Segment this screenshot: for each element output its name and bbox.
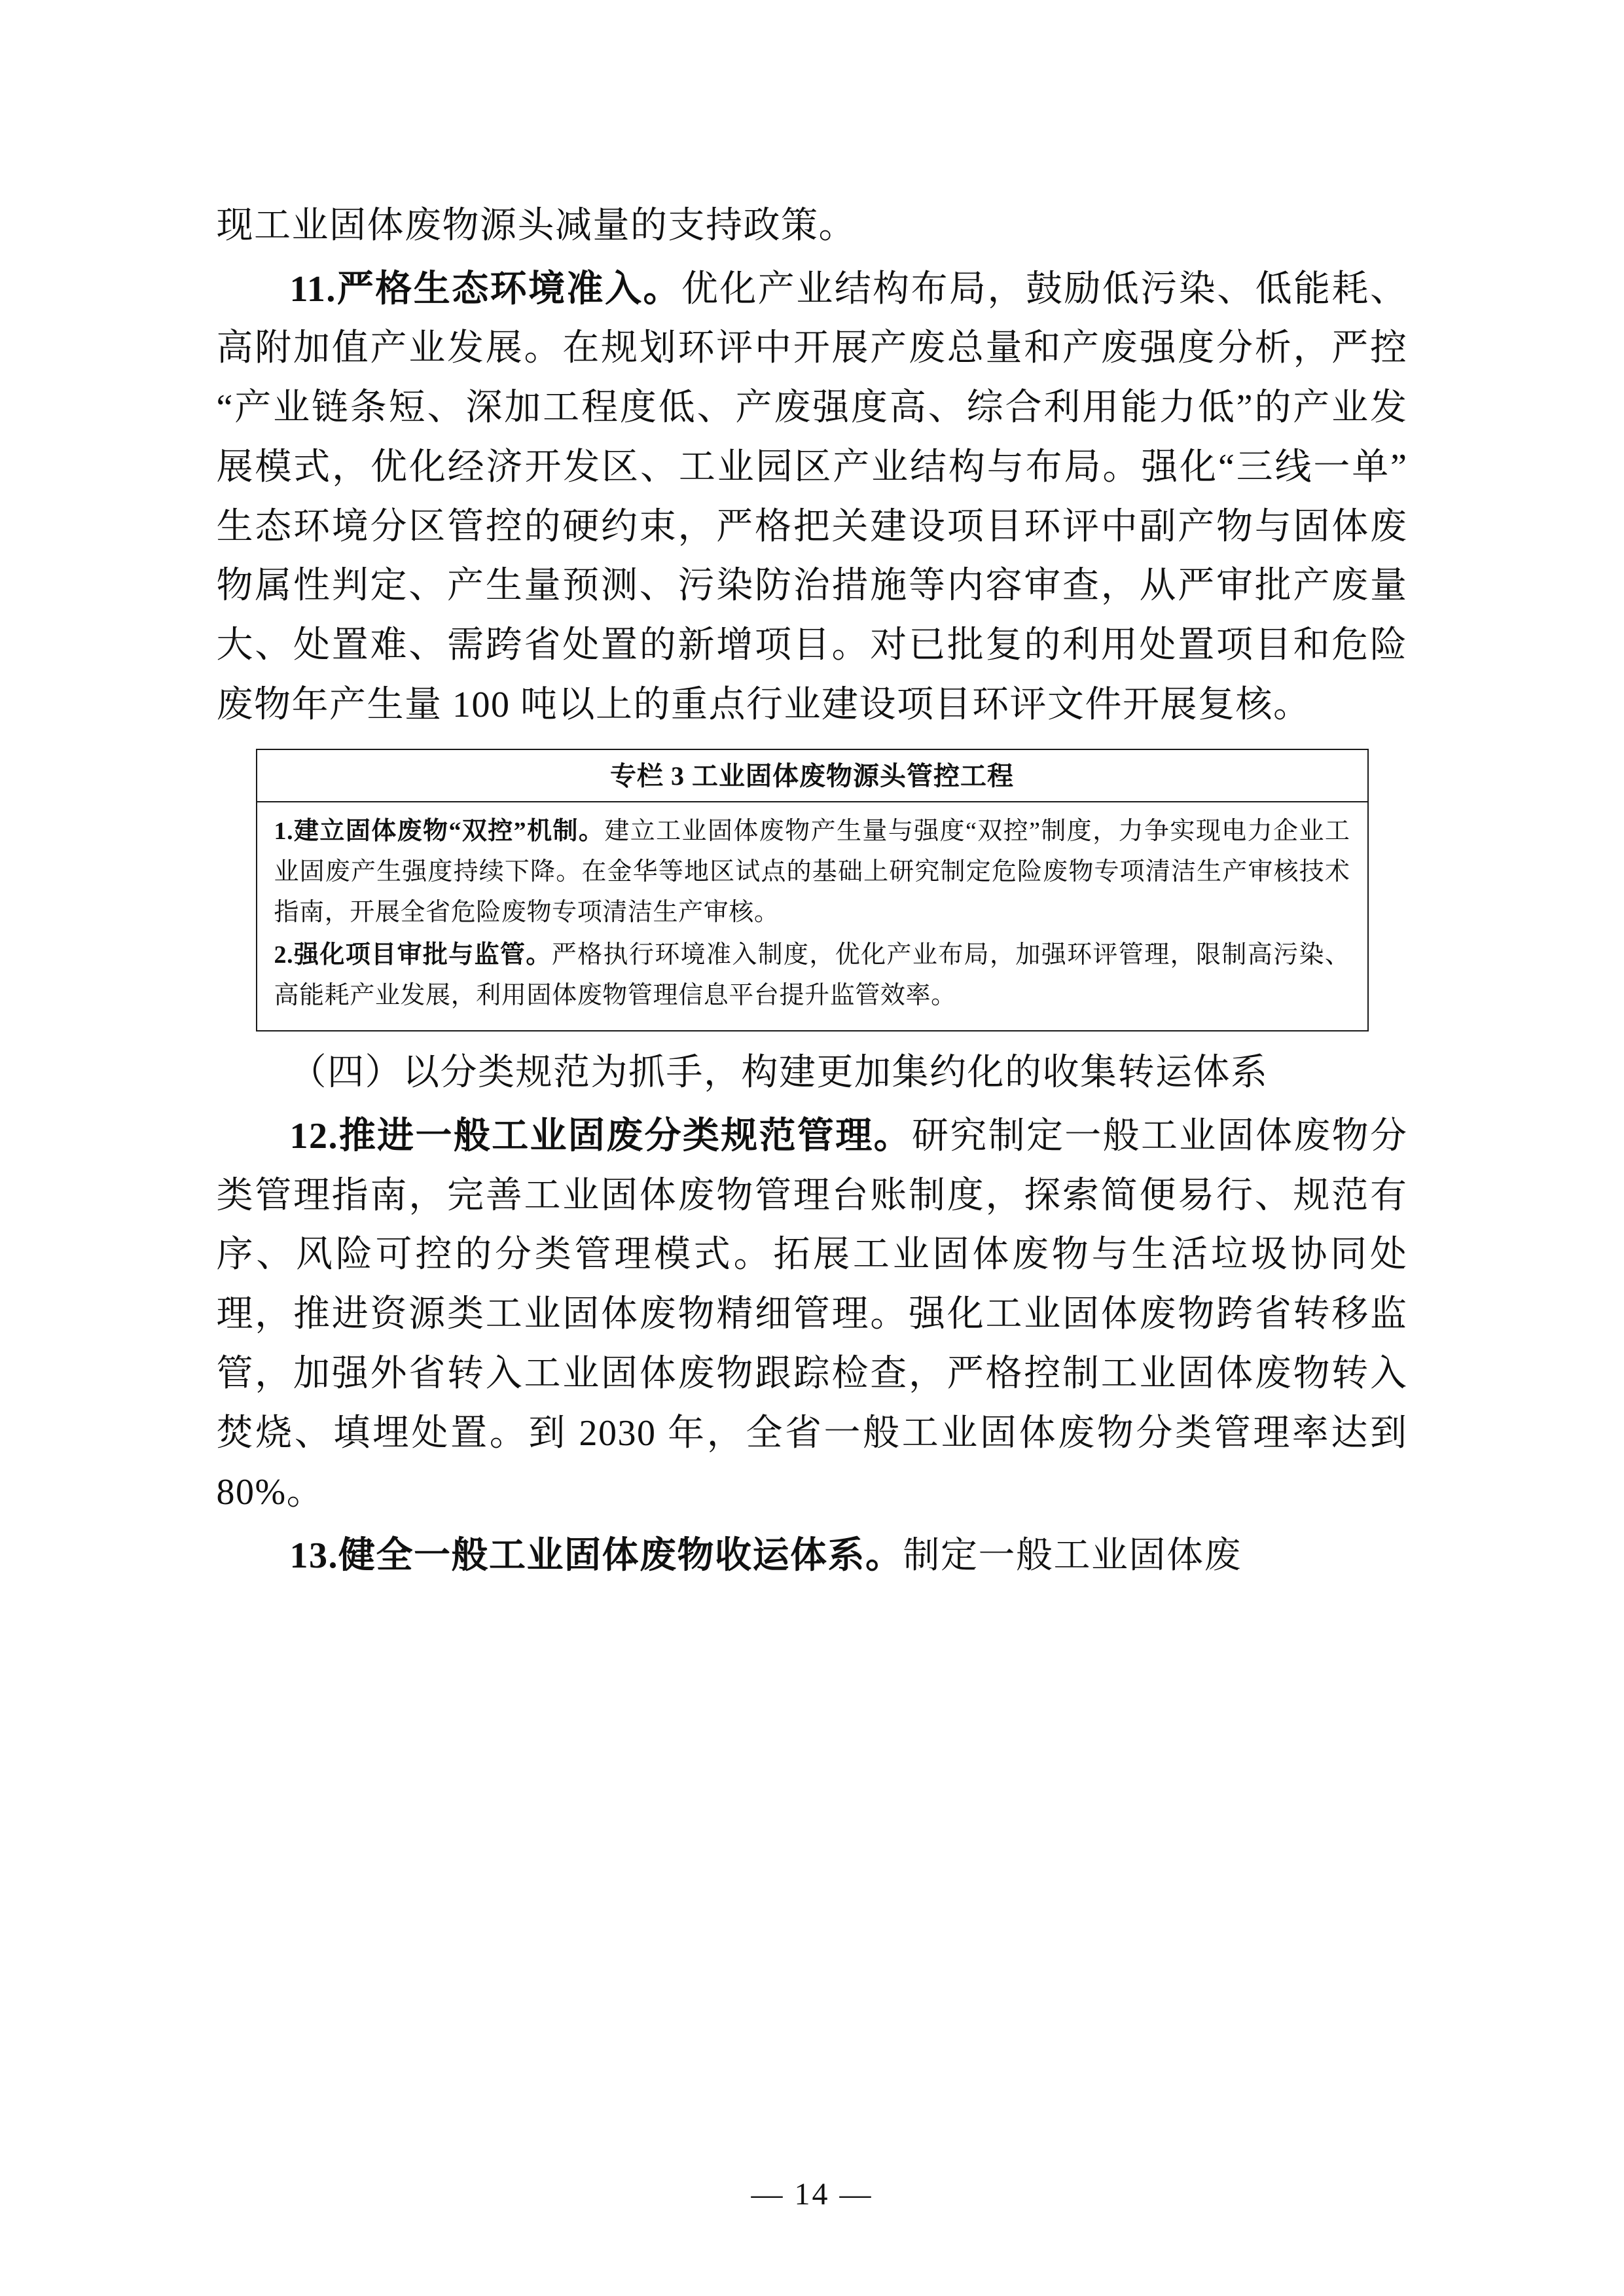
callout-title: 专栏 3 工业固体废物源头管控工程 xyxy=(257,750,1367,802)
paragraph-lead-11: 11.严格生态环境准入。 xyxy=(289,268,681,310)
callout-item-2 xyxy=(274,935,1350,1016)
paragraph-lead-13: 13.健全一般工业固体废物收运体系。 xyxy=(289,1535,903,1576)
paragraph-text-12: 研究制定一般工业固体废物分类管理指南，完善工业固体废物管理台账制度，探索简便易行、规范有序、风险可控的分类管理模式。拓展工业固体废物与生活垃圾协同处理，推进资源类工业固体废物精细管理。强化工业固体废物跨省转移监管，加强外省转入工业固体废物跟踪检查，严格控制工业固体废物转入焚烧、填埋处置。到 2030 年，全省一般工业固体废物分类管理率达到 80%。 xyxy=(216,1115,1408,1513)
document-body xyxy=(217,196,1408,1586)
page-number xyxy=(0,2176,1624,2212)
paragraph-lead-12: 12.推进一般工业固废分类规范管理。 xyxy=(289,1115,912,1157)
callout-item-1 xyxy=(274,812,1350,933)
paragraph-item-12 xyxy=(217,1107,1408,1522)
paragraph-text: 现工业固体废物源头减量的支持政策。 xyxy=(216,206,856,246)
page-number-label: — 14 — xyxy=(751,2177,873,2212)
callout-body xyxy=(257,802,1367,1030)
paragraph-text-section-4: （四）以分类规范为抓手，构建更加集约化的收集转运体系 xyxy=(289,1052,1269,1094)
callout-item-1-text: 建立工业固体废物产生量与强度“双控”制度，力争实现电力企业工业固废产生强度持续下降。在金华等地区试点的基础上研究制定危险废物专项清洁生产审核技术指南，开展全省危险废物专项清洁生产审核。 xyxy=(274,817,1350,926)
paragraph-item-11 xyxy=(217,260,1408,735)
paragraph-continued xyxy=(217,196,1408,256)
paragraph-item-13 xyxy=(217,1526,1408,1586)
callout-item-1-lead: 1.建立固体废物“双控”机制。 xyxy=(274,817,605,846)
paragraph-text-13: 制定一般工业固体废 xyxy=(903,1535,1242,1576)
paragraph-section-4-heading xyxy=(217,1043,1408,1103)
callout-item-2-lead: 2.强化项目审批与监管。 xyxy=(274,941,552,969)
paragraph-text-11: 优化产业结构布局，鼓励低污染、低能耗、高附加值产业发展。在规划环评中开展产废总量和产废强度分析，严控“产业链条短、深加工程度低、产废强度高、综合利用能力低”的产业发展模式，优化经济开发区、工业园区产业结构与布局。强化“三线一单”生态环境分区管控的硬约束，严格把关建设项目环评中副产物与固体废物属性判定、产生量预测、污染防治措施等内容审查，从严审批产废量大、处置难、需跨省处置的新增项目。对已批复的利用处置项目和危险废物年产生量 100 吨以上的重点行业建设项目环评文件开展复核。 xyxy=(216,268,1408,725)
callout-item-2-text: 严格执行环境准入制度，优化产业布局，加强环评管理，限制高污染、高能耗产业发展，利用固体废物管理信息平台提升监管效率。 xyxy=(274,941,1350,1009)
callout-box-column-3 xyxy=(256,749,1369,1031)
